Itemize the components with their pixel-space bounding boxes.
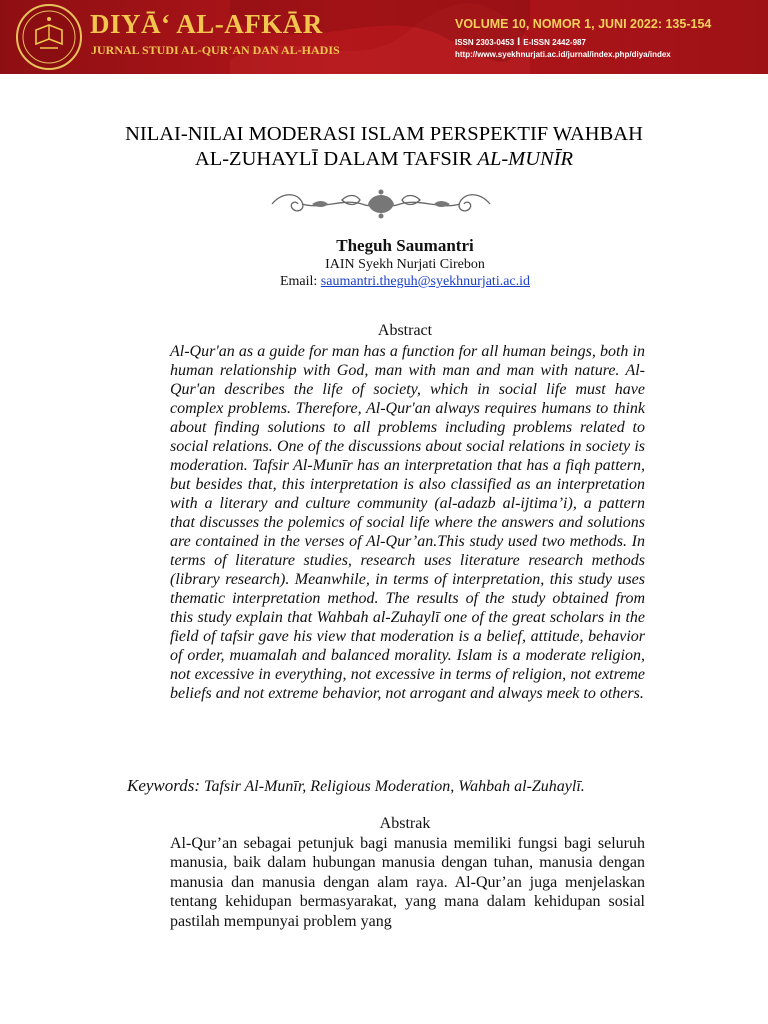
journal-header-banner: [0, 0, 768, 74]
article-title: [0, 122, 768, 172]
email-link[interactable]: saumantri.theguh@syekhnurjati.ac.id: [320, 274, 531, 289]
journal-title: DIYĀ‘ AL-AFKĀR: [90, 9, 323, 39]
abstract-heading: Abstract: [377, 322, 433, 339]
ornament-divider-icon: [262, 184, 500, 224]
issn-print: ISSN 2303-0453: [455, 38, 515, 47]
issn-separator: I: [517, 36, 521, 48]
author-email-line: [0, 274, 768, 290]
book-icon: [18, 6, 80, 68]
title-line-2-italic: AL-MUNĪR: [477, 148, 574, 170]
journal-logo: [16, 4, 82, 70]
journal-url[interactable]: http://www.syekhnurjati.ac.id/jurnal/index.php/diya/index: [455, 50, 671, 59]
volume-info: VOLUME 10, NOMOR 1, JUNI 2022: 135-154: [455, 17, 712, 31]
abstrak-body: Al-Qur’an sebagai petunjuk bagi manusia memiliki fungsi bagi seluruh manusia, baik dalam hubungan manusia dengan tuhan, manusia dengan manusia dan manusia dengan alam raya. Al-Qur’an juga menjelaskan tentang kehidupan bermasyarakat, yang mana dalam kehidupan sosial pastilah mempunyai problem yang: [170, 835, 645, 930]
title-line-1: NILAI-NILAI MODERASI ISLAM PERSPEKTIF WAHBAH: [125, 123, 643, 145]
abstract-body: Al-Qur'an as a guide for man has a function for all human beings, both in human relationship with God, man with man and man with nature. Al-Qur'an describes the life of society, which in social life must have complex problems. Therefore, Al-Qur'an always requires humans to think about finding solutions to all problems including problems related to social relations. One of the discussions about social relations in society is moderation. Tafsir Al-Munīr has an interpretation that has a fiqh pattern, but besides that, this interpretation is also classified as an interpretation with a literary and culture community (al-adazb al-ijtima’i), a pattern that discusses the polemics of social life where the answers and solutions are contained in the verses of Al-Qur’an.This study used two methods. In terms of literature studies, research uses literature research methods (library research). Meanwhile, in terms of interpretation, this study uses thematic interpretation method. The results of the study obtained from this study explain that Wahbah al-Zuhaylī one of the great scholars in the field of tafsir gave his view that moderation is a belief, attitude, behavior of order, muamalah and balanced morality. Islam is a moderate religion, not excessive in everything, not excessive in terms of religion, not extreme beliefs and not extreme behavior, not arrogant and always meek to others.: [170, 343, 645, 702]
email-label: Email:: [279, 274, 321, 289]
title-line-2-plain: AL-ZUHAYLĪ DALAM TAFSIR: [194, 148, 478, 170]
issn-info: [455, 36, 586, 48]
author-affiliation: IAIN Syekh Nurjati Cirebon: [325, 257, 485, 272]
issn-electronic: E-ISSN 2442-987: [523, 38, 586, 47]
title-line-2: [0, 147, 768, 172]
author-name: Theguh Saumantri: [336, 236, 474, 255]
keywords-label: Keywords:: [127, 776, 201, 795]
keywords-text: Tafsir Al-Munīr, Religious Moderation, Wahbah al-Zuhaylī.: [200, 778, 585, 795]
abstrak-heading: Abstrak: [379, 815, 431, 832]
keywords-line: [127, 776, 687, 796]
journal-subtitle: JURNAL STUDI AL-QUR’AN DAN AL-HADIS: [91, 43, 340, 57]
